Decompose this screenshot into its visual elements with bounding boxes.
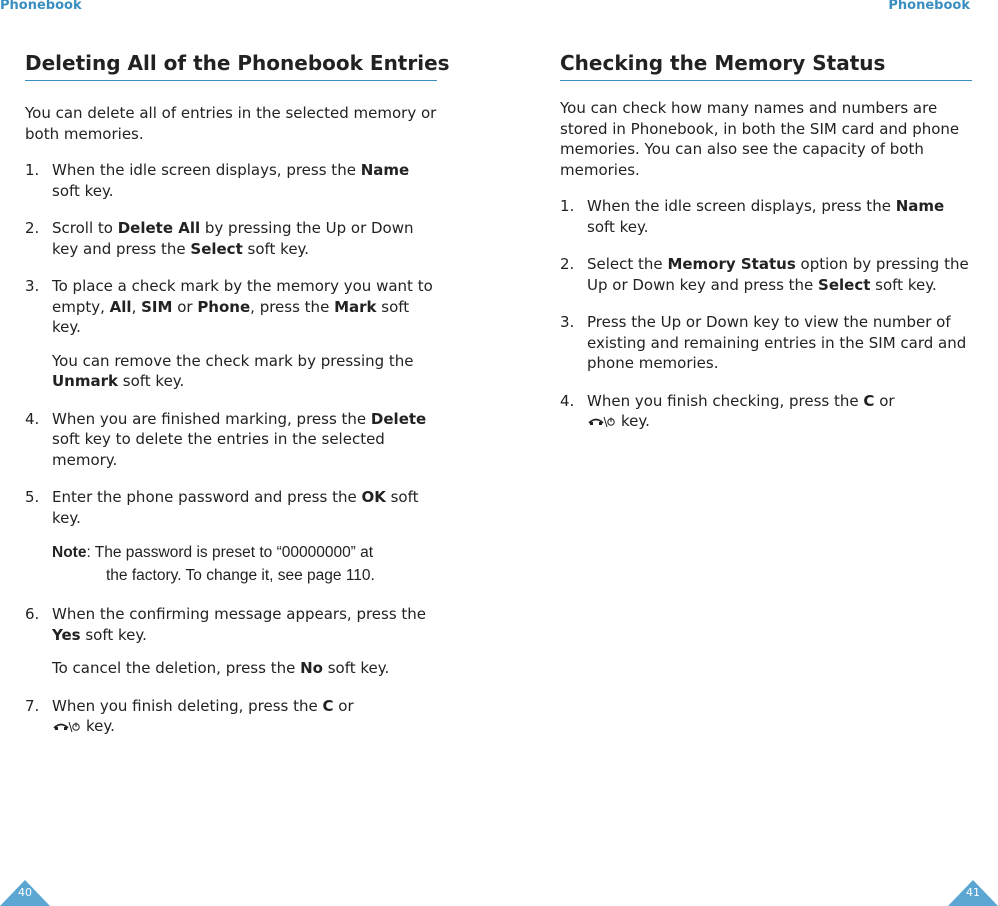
intro-paragraph: You can check how many names and numbers are stored in Phonebook, in both the SIM card and phone memories. You can also see the capacity of both memories. [560, 99, 960, 179]
running-head-right: Phonebook [888, 0, 970, 13]
page-title: Checking the Memory Status [560, 51, 886, 75]
steps-list [560, 196, 972, 432]
list-item: 4. When you finish checking, press the C or key. [560, 391, 895, 430]
running-head-left: Phonebook [0, 0, 82, 13]
list-item: 7. When you finish deleting, press the C or key. [25, 696, 354, 735]
list-item: 3. To place a check mark by the memory you want to empty, All, SIM or Phone, press the Mark soft key. You can remove the check mark by pressing the Unmark soft key. [25, 276, 437, 392]
list-item: 2. Select the Memory Status option by pressing the Up or Down key and press the Select soft key. [560, 255, 969, 294]
page-number-left: 40 [18, 886, 32, 899]
title-divider [560, 80, 972, 81]
steps-list [25, 160, 437, 737]
step-sub-paragraph: To cancel the deletion, press the No soft key. [52, 659, 390, 677]
page-title: Deleting All of the Phonebook Entries [25, 51, 450, 75]
page-body [25, 103, 437, 754]
step-sub-paragraph: You can remove the check mark by pressing the Unmark soft key. [52, 351, 414, 390]
list-item: 5. Enter the phone password and press the OK soft key. Note: The password is preset to “00000000” at the factory. To change it, see page 110. [25, 487, 437, 587]
end-power-key-icon [587, 414, 615, 430]
intro-paragraph: You can delete all of entries in the selected memory or both memories. [25, 104, 437, 143]
list-item: 6. When the confirming message appears, press the Yes soft key. To cancel the deletion, press the No soft key. [25, 604, 437, 679]
page-body [560, 98, 972, 449]
note-label: Note [52, 544, 87, 561]
page-number-right: 41 [966, 886, 980, 899]
list-item: 2. Scroll to Delete All by pressing the Up or Down key and press the Select soft key. [25, 219, 414, 258]
list-item: 1. When the idle screen displays, press the Name soft key. [560, 197, 945, 236]
end-power-key-icon [52, 719, 80, 735]
title-divider [25, 80, 437, 81]
list-item: 1. When the idle screen displays, press the Name soft key. [25, 161, 410, 200]
note: Note: The password is preset to “00000000” at the factory. To change it, see page 110. [52, 544, 375, 584]
list-item: 3. Press the Up or Down key to view the number of existing and remaining entries in the SIM card and phone memories. [560, 313, 967, 372]
list-item: 4. When you are finished marking, press the Delete soft key to delete the entries in the selected memory. [25, 409, 427, 469]
